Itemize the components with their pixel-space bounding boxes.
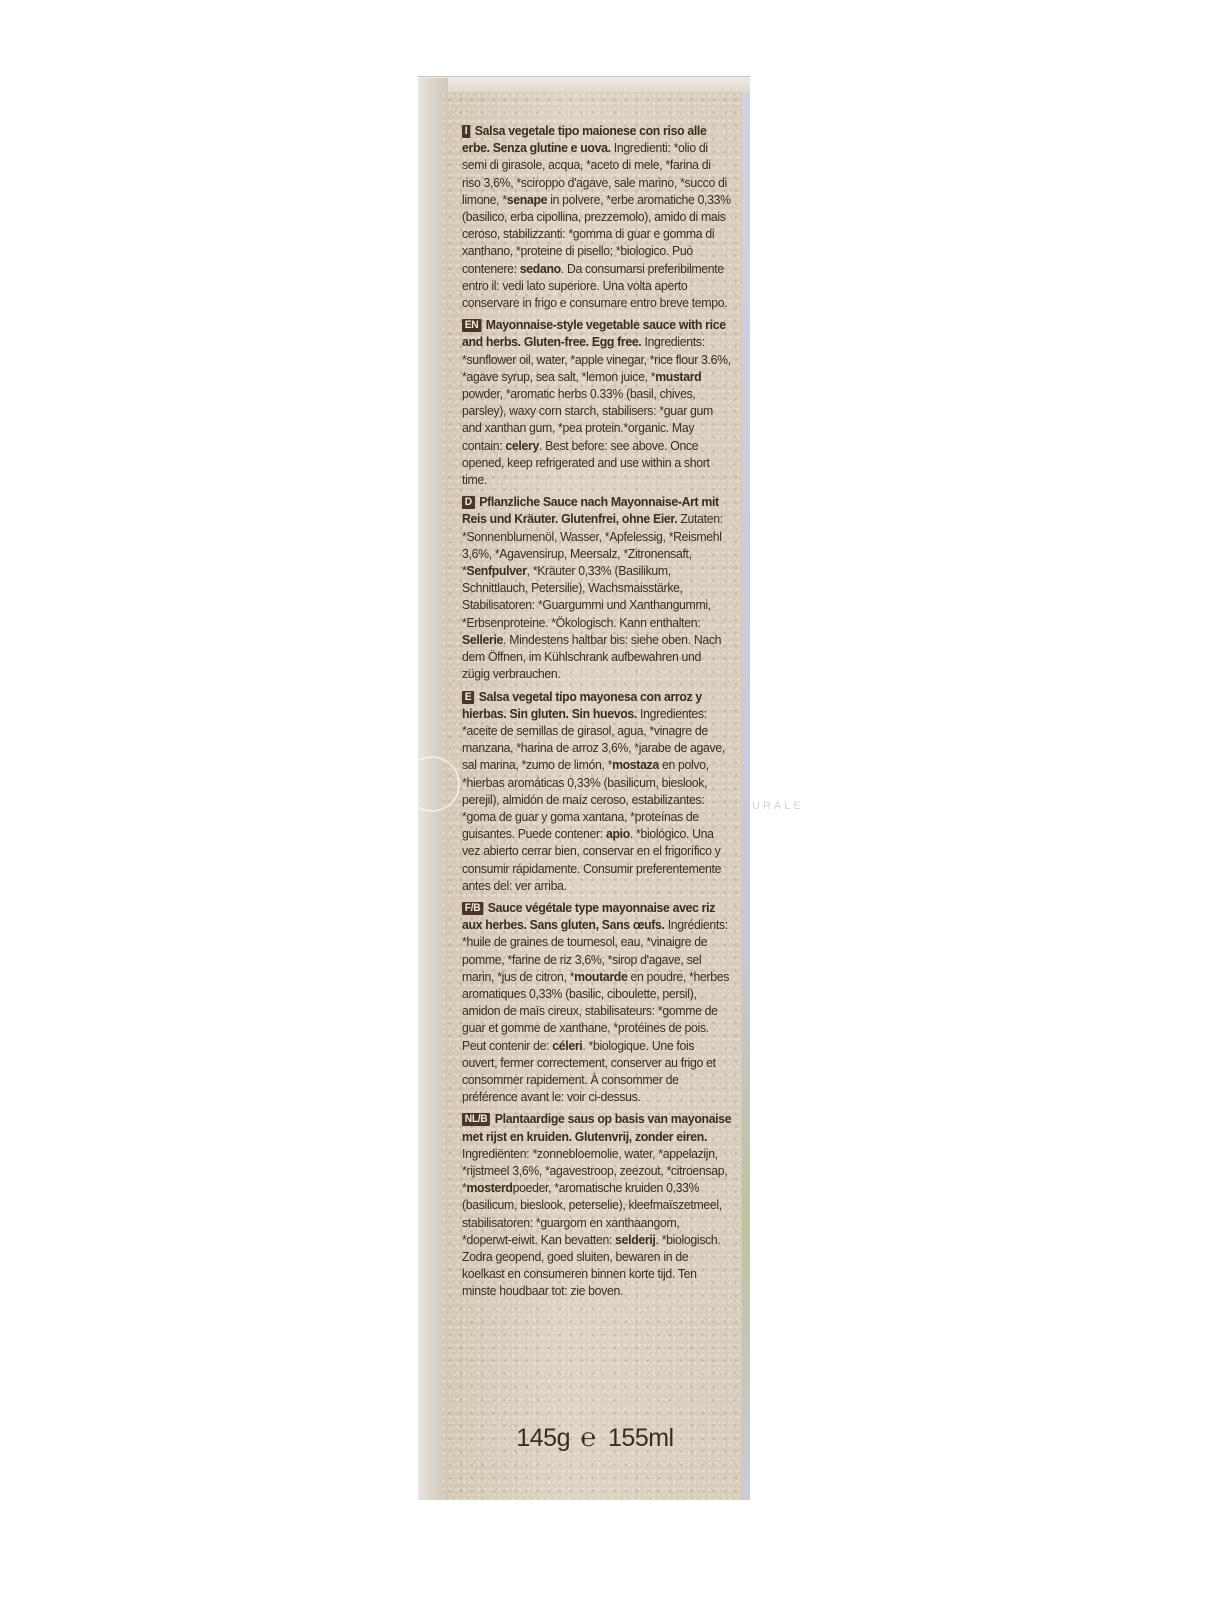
allergen: Senfpulver [466, 563, 527, 579]
language-tag: I [462, 125, 470, 138]
allergen: mustard [655, 368, 702, 384]
ingredients-text: Zutaten: *Sonnenblumenöl, Wasser, *Apfelessig, *Reismehl 3,6%, *Agavensirup, Meersalz, *Zitronensaft, * [462, 511, 723, 579]
ingredients-text: Ingredienti: *olio di semi di girasole, acqua, *aceto di mele, *farina di riso 3,6%, *sciroppo d'agave, sale marino, *succo di limone, * [462, 140, 727, 207]
allergen: céleri [552, 1037, 583, 1053]
language-tag: E [462, 691, 474, 704]
product-title: Salsa vegetale tipo maionese con riso alle erbe. Senza glutine e uova. [462, 123, 707, 156]
storage-text: . *biologique. Une fois ouvert, fermer correctement, conserver au frigo et consommer rapidement. À consommer de préférence avant le: voir ci-dessus. [462, 1037, 716, 1105]
ingredients-text: en polvo, *hierbas aromáticas 0,33% (basilicum, bieslook, perejil), almidón de maíz ceroso, estabilizantes: *goma de guar y goma xantana, *proteínas de guisantes. Puede contener: [462, 757, 709, 842]
product-title: Salsa vegetal tipo mayonesa con arroz y hierbas. Sin gluten. Sin huevos. [462, 688, 702, 721]
storage-text: . Best before: see above. Once opened, keep refrigerated and use within a short time. [462, 437, 710, 488]
section-english [462, 316, 730, 488]
section-german [462, 493, 730, 682]
allergen: senape [506, 191, 548, 207]
ingredients-text: Ingredientes: *aceite de semillas de girasol, agua, *vinagre de manzana, *harina de arroz 3,6%, *jarabe de agave, sal marina, *zumo de limón, * [462, 705, 725, 773]
net-weight: 145g [516, 1424, 570, 1452]
net-quantity [442, 1422, 748, 1453]
section-french [462, 899, 730, 1105]
product-title: Mayonnaise-style vegetable sauce with rice and herbs. Gluten-free. Egg free. [462, 317, 726, 350]
allergen: Sellerie [462, 631, 504, 647]
allergen: mostaza [612, 757, 659, 773]
net-volume: 155ml [608, 1424, 674, 1452]
ingredients-text: Ingrédients: *huile de graines de tournesol, eau, *vinaigre de pomme, *farine de riz 3,6%, *sirop d'agave, sel marin, *jus de citron, * [462, 917, 728, 984]
ingredients-text: in polvere, *erbe aromatiche 0,33% (basilico, erba cipollina, prezzemolo), amido di mais ceroso, stabilizzanti: *gomma di guar e gomma di xanthano, *proteine di pisello; *biologico. Può contenere: [462, 191, 731, 276]
watermark-text: rsi [752, 752, 794, 790]
ingredients-text: poeder, *aromatische kruiden 0,33% (basilicum, bieslook, peterselie), kleefmaïszetmeel, stabilisatoren: *guargom en xanthaangom, *doperwt-eiwit. Kan bevatten: [462, 1180, 722, 1247]
language-tag: NL/B [462, 1113, 490, 1126]
section-dutch [462, 1110, 730, 1299]
watermark-subtext: URALE [752, 800, 804, 812]
allergen: mosterd [466, 1180, 513, 1196]
allergen: celery [505, 437, 539, 453]
storage-text: . Mindestens haltbar bis: siehe oben. Nach dem Öffnen, im Kühlschrank aufbewahren und zügig verbrauchen. [462, 631, 722, 682]
product-title: Sauce végétale type mayonnaise avec riz aux herbes. Sans gluten, Sans œufs. [462, 899, 716, 933]
ingredients-text: , *Kräuter 0,33% (Basilikum, Schnittlauch, Petersilie), Wachsmaisstärke, Stabilisatoren: *Guargummi und Xanthangummi, *Erbsenproteine. *Ökologisch. Kann enthalten: [462, 563, 711, 630]
product-title: Pflanzliche Sauce nach Mayonnaise-Art mit Reis und Kräuter. Glutenfrei, ohne Eier. [462, 494, 719, 527]
storage-text: . *biologisch. Zodra geopend, goed sluiten, bewaren in de koelkast en consumeren binnen korte tijd. Ten minste houdbaar tot: zie boven. [462, 1231, 721, 1299]
language-tag: D [462, 496, 475, 509]
ingredients-text-block [462, 122, 730, 1305]
estimated-sign-icon: ℮ [580, 1422, 596, 1452]
allergen: sedano [519, 260, 561, 276]
storage-text: . Da consumarsi preferibilmente entro il: vedi lato superiore. Una volta aperto conservare in frigo e consumare entro breve tempo. [462, 260, 728, 311]
ingredients-text: Ingrediënten: *zonnebloemolie, water, *appelazijn, *rijstmeel 3,6%, *agavestroop, zeezout, *citroensap, * [462, 1145, 728, 1196]
ingredients-text: en poudre, *herbes aromatiques 0,33% (basilic, ciboulette, persil), amidon de maïs cireux, stabilisateurs: *gomme de guar et gomme de xanthane, *protéines de pois. Peut contenir de: [462, 968, 730, 1053]
allergen: moutarde [574, 968, 628, 984]
product-title: Plantaardige saus op basis van mayonaise met rijst en kruiden. Glutenvrij, zonder eiren. [462, 1111, 732, 1144]
allergen: apio [605, 826, 630, 842]
language-tag: F/B [462, 902, 483, 915]
box-right-strip [742, 92, 750, 1500]
allergen: selderij [615, 1231, 656, 1247]
ingredients-text: Ingredients: *sunflower oil, water, *apple vinegar, *rice flour 3.6%, *agave syrup, sea salt, *lemon juice, * [462, 334, 731, 384]
section-spanish [462, 688, 730, 894]
ingredients-text: powder, *aromatic herbs 0.33% (basil, chives, parsley), waxy corn starch, stabilisers: *guar gum and xanthan gum, *pea protein.*organic. May contain: [462, 386, 713, 453]
storage-text: . *biológico. Una vez abierto cerrar bien, conservar en el frigorífico y consumir rápidamente. Consumir preferentemente antes del: ver arriba. [462, 826, 722, 893]
section-italian [462, 122, 730, 311]
language-tag: EN [462, 319, 481, 332]
